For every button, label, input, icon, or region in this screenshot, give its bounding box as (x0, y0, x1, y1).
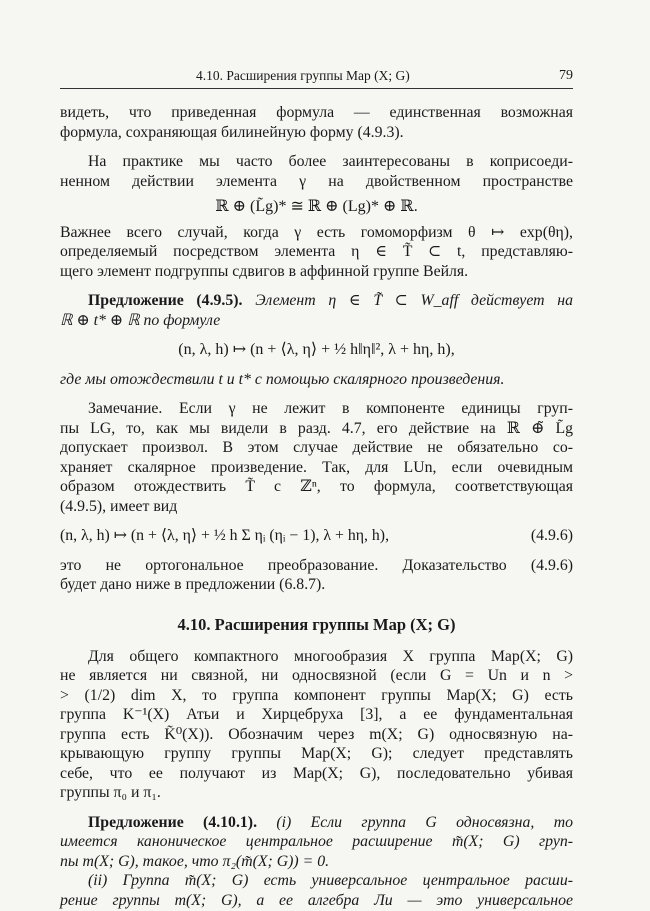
text-line: Важнее всего случай, когда γ есть гомоморфизм θ ↦ exp(θη), (60, 223, 573, 241)
text-line: ненном действии элемента γ на двойственном пространстве (60, 172, 573, 190)
page (60, 66, 573, 910)
text-line: щего элемент подгруппы сдвигов в аффинной группе Вейля. (60, 262, 469, 280)
text-line: ℝ ⊕ t* ⊕ ℝ по формуле (60, 311, 221, 329)
proposition-text: (i) Если группа G односвязна, то (257, 813, 574, 831)
text-line: На практике мы часто более заинтересованы в коприсоеди- (88, 153, 573, 170)
text-line: Для общего компактного многообразия X группа Map(X; G) (88, 647, 573, 665)
text-line: допускает произвол. В этом случае действие не обязательно со- (60, 439, 573, 456)
text-line: (4.9.5), имеет вид (60, 497, 178, 515)
running-header (60, 66, 573, 89)
text-line: имеется каноническое центральное расширение m̃(X; G) груп- (60, 833, 573, 850)
text-line: крывающую группу группы Map(X; G); следует представлять (60, 745, 573, 762)
text-line: где мы отождествили t и t* с помощью скалярного произведения. (60, 370, 505, 388)
text-line: группы π₀ и π₁. (60, 784, 161, 801)
equation: (n, λ, h) ↦ (n + ⟨λ, η⟩ + ½ h‖η‖², λ + hη, h), (178, 341, 455, 358)
text-line: пы LG, то, как мы видели в разд. 4.7, его действие на ℝ ⊕̃ L̃g (60, 419, 573, 437)
proposition-line (60, 813, 573, 833)
text-line: будет дано ниже в предложении (6.8.7). (60, 576, 326, 593)
text-line: группа K⁻¹(X) Атьи и Хирцебруха [3], а ее фундаментальная (60, 706, 573, 723)
equation-number: (4.9.6) (530, 527, 573, 544)
text-line: рение группы m(X; G), а ее алгебра Ли — это универсальное (60, 891, 573, 909)
text-line: храняет скалярное произведение. Так, для LUn, если очевидным (60, 458, 573, 476)
text-line: себе, что ее получают из Map(X; G), последовательно убивая (60, 764, 573, 782)
remark-line: Замечание. Если γ не лежит в компоненте единицы груп- (88, 400, 573, 417)
proposition-label: Предложение (4.9.5). (88, 292, 243, 309)
section-title: 4.10. Расширения группы Map (X; G) (177, 614, 456, 634)
equation: (n, λ, h) ↦ (n + ⟨λ, η⟩ + ½ h Σ ηᵢ (ηᵢ − 1), λ + hη, h), (60, 527, 390, 544)
text-line: пы m(X; G), такое, что π₂(m̃(X; G)) = 0. (60, 852, 330, 870)
text-line: определяемый посредством элемента η ∈ T̃ ⊂ t, представляю- (60, 243, 573, 260)
equation-numbered (60, 526, 573, 546)
text-line: группа есть K̃⁰(X)). Обозначим через m(X; G) односвязную на- (60, 725, 573, 743)
running-title: 4.10. Расширения группы Map (X; G) (196, 68, 410, 83)
proposition-label: Предложение (4.10.1). (88, 813, 258, 831)
text-line: видеть, что приведенная формула — единственная возможная (60, 104, 573, 121)
text-line: образом отождествить T̃ с ℤⁿ, то формула, соответствующая (60, 478, 573, 495)
page-number: 79 (559, 68, 573, 83)
text-line: не является ни связной, ни односвязной (если G = Un и n > (60, 667, 573, 684)
proposition-line (60, 291, 573, 311)
text-line: (ii) Группа m̃(X; G) есть универсальное центральное расши- (88, 872, 573, 889)
proposition-text: Элемент η ∈ T̃ ⊂ W_aff действует на (242, 292, 573, 309)
equation: ℝ ⊕ (L̃g)* ≅ ℝ ⊕ (Lg)* ⊕ ℝ. (215, 198, 418, 215)
text-line: это не ортогональное преобразование. Доказательство (4.9.6) (60, 556, 573, 574)
text-line: формула, сохраняющая билинейную форму (4.9.3). (60, 123, 404, 141)
text-line: > (1/2) dim X, то группа компонент группы Map(X; G) есть (60, 686, 573, 704)
